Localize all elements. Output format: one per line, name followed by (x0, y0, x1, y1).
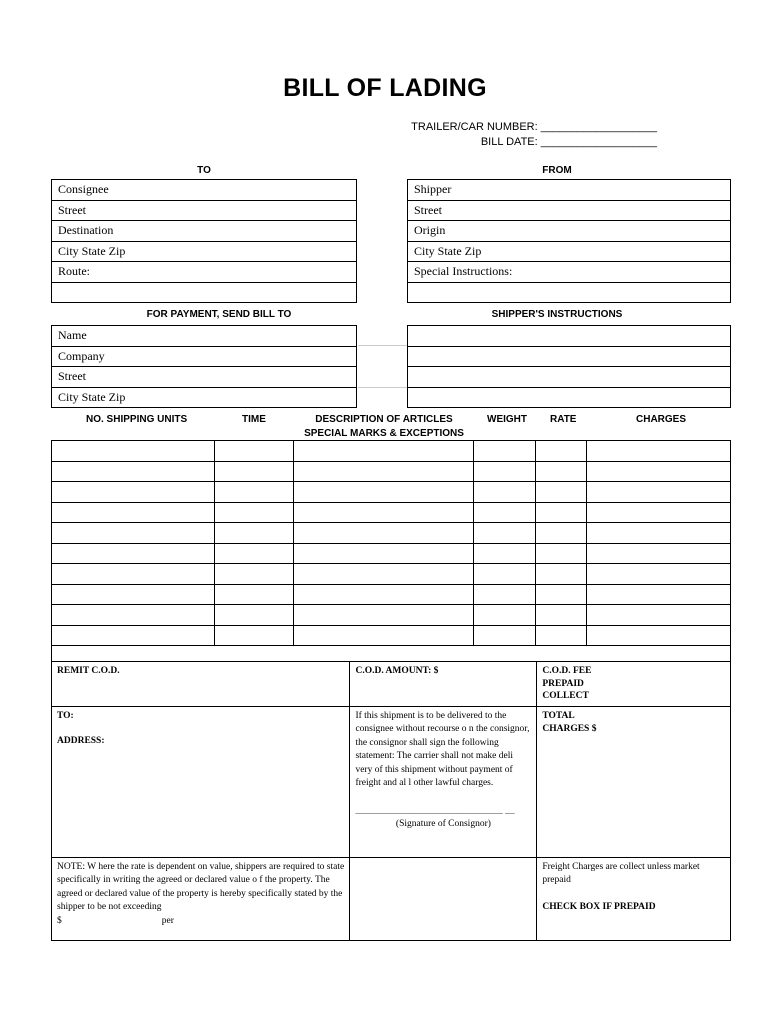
units-cell[interactable] (52, 543, 215, 564)
units-cell[interactable] (52, 625, 215, 646)
shipper-instructions-line[interactable] (408, 367, 731, 388)
cod-to-label: TO: (57, 710, 74, 721)
remit-cod-label: REMIT C.O.D. (57, 666, 120, 676)
shipper-instructions-line[interactable] (408, 326, 731, 347)
charges-cell[interactable] (587, 441, 731, 462)
units-cell[interactable] (52, 441, 215, 462)
table-row (52, 502, 731, 523)
description-cell[interactable] (293, 523, 474, 544)
col-description: DESCRIPTION OF ARTICLES (315, 414, 453, 425)
dollar-sign: $ (57, 915, 62, 926)
from-extra-field[interactable] (408, 282, 731, 303)
destination-field[interactable]: Destination (52, 221, 357, 242)
shipper-instructions-line[interactable] (408, 346, 731, 367)
bill-date-label: BILL DATE: (480, 136, 538, 148)
charges-cell[interactable] (587, 502, 731, 523)
time-cell[interactable] (214, 605, 293, 626)
prepaid-label: PREPAID (542, 678, 584, 689)
from-street-field[interactable]: Street (408, 200, 731, 221)
time-cell[interactable] (214, 584, 293, 605)
rate-cell[interactable] (536, 523, 587, 544)
weight-cell[interactable] (474, 564, 536, 585)
rate-cell[interactable] (536, 441, 587, 462)
declared-value-note: NOTE: W here the rate is dependent on value, shippers are required to state specifically in writing the agreed or declared value o f the property. The agreed or declared value of the property is hereby specifically stated by the shipper to be not exceeding (57, 861, 345, 912)
route-field[interactable]: Route: (52, 262, 357, 283)
signature-label: (Signature of Consignor) (395, 819, 491, 829)
shipper-instructions-line[interactable] (408, 387, 731, 408)
to-street-field[interactable]: Street (52, 200, 357, 221)
from-heading: FROM (542, 165, 572, 176)
col-rate: RATE (550, 414, 577, 425)
time-cell[interactable] (214, 482, 293, 503)
weight-cell[interactable] (474, 502, 536, 523)
col-weight: WEIGHT (487, 414, 527, 425)
col-time: TIME (242, 414, 266, 425)
table-row (52, 543, 731, 564)
cod-table (51, 661, 731, 941)
cod-amount-cell[interactable] (350, 662, 537, 707)
description-cell[interactable] (293, 605, 474, 626)
cod-fee-label: C.O.D. FEE (542, 666, 592, 676)
to-box (51, 179, 357, 303)
time-cell[interactable] (214, 625, 293, 646)
table-row (52, 523, 731, 544)
signature-line[interactable]: _______________________________ __ (355, 805, 515, 816)
table-row (52, 625, 731, 646)
time-cell[interactable] (214, 564, 293, 585)
rate-cell[interactable] (536, 543, 587, 564)
units-cell[interactable] (52, 605, 215, 626)
payment-street-field[interactable]: Street (52, 367, 357, 388)
rate-cell[interactable] (536, 502, 587, 523)
to-heading: TO (197, 165, 211, 176)
units-cell[interactable] (52, 584, 215, 605)
special-instructions-field[interactable]: Special Instructions: (408, 262, 731, 283)
bill-date-line (481, 136, 657, 148)
table-row (52, 441, 731, 462)
origin-field[interactable]: Origin (408, 221, 731, 242)
table-row (52, 461, 731, 482)
units-cell[interactable] (52, 461, 215, 482)
time-cell[interactable] (214, 461, 293, 482)
rate-cell[interactable] (536, 564, 587, 585)
table-row (52, 482, 731, 503)
time-cell[interactable] (214, 523, 293, 544)
per-label: per (161, 915, 174, 926)
col-charges: CHARGES (636, 414, 687, 425)
cod-address-label: ADDRESS: (57, 736, 105, 746)
freight-note: Freight Charges are collect unless market prepaid (542, 861, 700, 885)
remit-cod-cell[interactable] (52, 662, 350, 707)
description-cell[interactable] (293, 461, 474, 482)
charges-cell[interactable] (587, 564, 731, 585)
shipper-instructions-box (407, 325, 731, 408)
shipper-instructions-heading: SHIPPER'S INSTRUCTIONS (491, 309, 623, 320)
trailer-number-blank[interactable]: ___________________ (540, 121, 657, 133)
shipper-field[interactable]: Shipper (408, 180, 731, 201)
payment-heading: FOR PAYMENT, SEND BILL TO (146, 309, 292, 320)
payment-box (51, 325, 357, 408)
units-cell[interactable] (52, 523, 215, 544)
description-cell[interactable] (293, 543, 474, 564)
charges-cell[interactable] (587, 461, 731, 482)
rate-cell[interactable] (536, 482, 587, 503)
weight-cell[interactable] (474, 605, 536, 626)
total-charges-cell[interactable] (537, 706, 731, 857)
charges-cell[interactable] (587, 482, 731, 503)
description-cell[interactable] (293, 502, 474, 523)
payment-company-field[interactable]: Company (52, 346, 357, 367)
description-cell[interactable] (293, 584, 474, 605)
description-cell[interactable] (293, 441, 474, 462)
cod-address-cell[interactable] (52, 706, 350, 857)
from-box (407, 179, 731, 303)
consignee-field[interactable]: Consignee (52, 180, 357, 201)
table-row (52, 564, 731, 585)
table-row (52, 605, 731, 626)
declared-value-line[interactable] (57, 915, 344, 929)
payment-city-state-zip-field[interactable]: City State Zip (52, 387, 357, 408)
blank-cell (350, 857, 537, 940)
to-city-state-zip-field[interactable]: City State Zip (52, 241, 357, 262)
rate-cell[interactable] (536, 605, 587, 626)
bill-date-blank[interactable]: ___________________ (540, 136, 657, 148)
charges-cell[interactable] (587, 584, 731, 605)
trailer-number-label: TRAILER/CAR NUMBER: (411, 121, 538, 133)
rate-cell[interactable] (536, 461, 587, 482)
items-table (51, 440, 731, 662)
cod-fee-cell[interactable] (537, 662, 731, 707)
consignor-statement-cell (350, 706, 537, 857)
time-cell[interactable] (214, 502, 293, 523)
payment-name-field[interactable]: Name (52, 326, 357, 347)
weight-cell[interactable] (474, 461, 536, 482)
cod-amount-label: C.O.D. AMOUNT: $ (355, 666, 439, 676)
col-special-marks: SPECIAL MARKS & EXCEPTIONS (304, 428, 464, 439)
weight-cell[interactable] (474, 584, 536, 605)
weight-cell[interactable] (474, 441, 536, 462)
description-cell[interactable] (293, 482, 474, 503)
weight-cell[interactable] (474, 543, 536, 564)
units-cell[interactable] (52, 482, 215, 503)
document-title: BILL OF LADING (283, 74, 487, 102)
consignor-statement: If this shipment is to be delivered to the consignee without recourse o n the consignor, the consignor shall sign the following statement: The carrier shall not make deli very of this shipment without payment of freight and al l other lawful charges. (355, 710, 530, 788)
total-charges-label: CHARGES $ (542, 724, 597, 734)
connector-lines (358, 345, 407, 388)
declared-value-note-cell (52, 857, 350, 940)
charges-cell[interactable] (587, 543, 731, 564)
weight-cell[interactable] (474, 523, 536, 544)
charges-cell[interactable] (587, 523, 731, 544)
collect-label: COLLECT (542, 691, 589, 701)
total-label: TOTAL (542, 710, 575, 721)
to-extra-field[interactable] (52, 282, 357, 303)
rate-cell[interactable] (536, 625, 587, 646)
weight-cell[interactable] (474, 482, 536, 503)
units-cell[interactable] (52, 564, 215, 585)
prepaid-check-cell[interactable] (537, 857, 731, 940)
col-shipping-units: NO. SHIPPING UNITS (86, 414, 188, 425)
charges-cell[interactable] (587, 605, 731, 626)
rate-cell[interactable] (536, 584, 587, 605)
charges-cell[interactable] (587, 625, 731, 646)
table-row-spacer (52, 646, 731, 662)
time-cell[interactable] (214, 441, 293, 462)
time-cell[interactable] (214, 543, 293, 564)
check-box-prepaid-label: CHECK BOX IF PREPAID (542, 901, 656, 912)
trailer-number-line (411, 121, 657, 133)
description-cell[interactable] (293, 625, 474, 646)
weight-cell[interactable] (474, 625, 536, 646)
units-cell[interactable] (52, 502, 215, 523)
table-row (52, 584, 731, 605)
description-cell[interactable] (293, 564, 474, 585)
from-city-state-zip-field[interactable]: City State Zip (408, 241, 731, 262)
